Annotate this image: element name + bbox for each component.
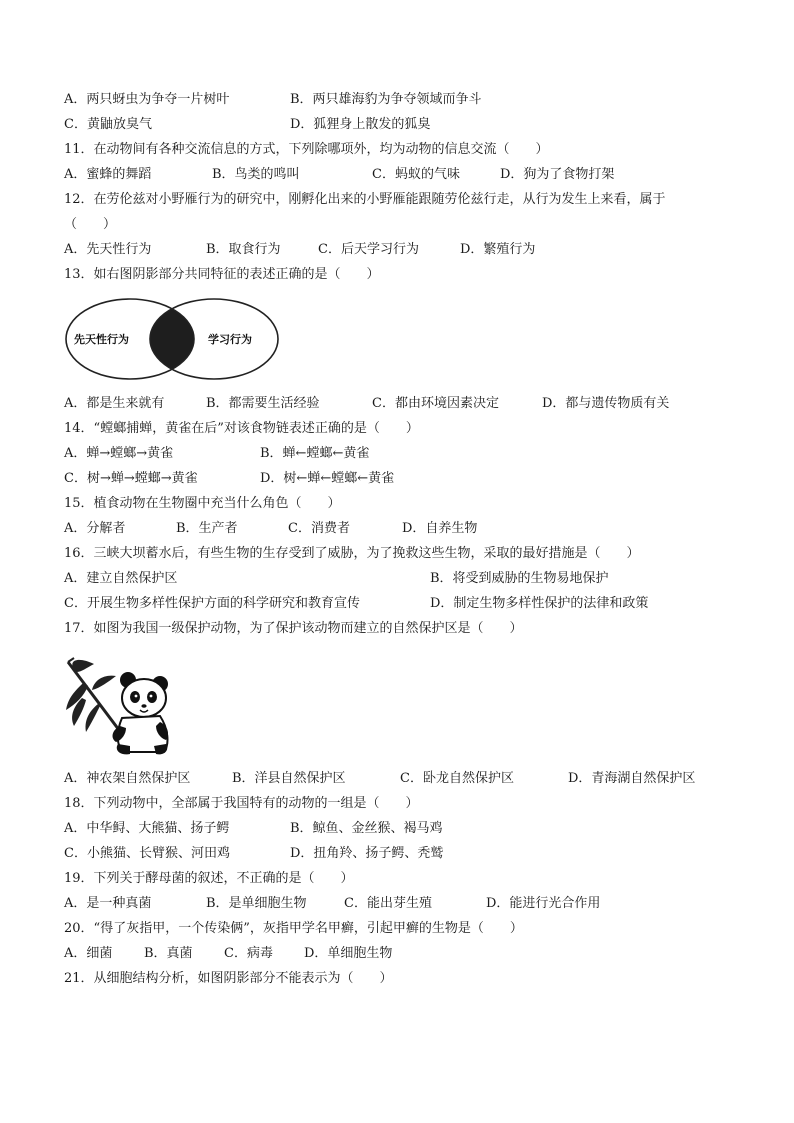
q16-option-b: B．将受到威胁的生物易地保护 (430, 571, 609, 586)
q14-stem: 14．“螳螂捕蝉，黄雀在后”对该食物链表述正确的是（ ） (64, 421, 419, 436)
q20-stem: 20．“得了灰指甲，一个传染俩”，灰指甲学名甲癣，引起甲癣的生物是（ ） (64, 921, 523, 936)
q19-option-d: D．能进行光合作用 (486, 896, 601, 911)
q18-stem: 18．下列动物中，全部属于我国特有的动物的一组是（ ） (64, 796, 419, 811)
q17-option-c: C．卧龙自然保护区 (400, 771, 514, 786)
panda-icon (64, 652, 172, 756)
q18-option-a: A．中华鲟、大熊猫、扬子鳄 (64, 821, 230, 836)
q12-stem-cont: （ ） (64, 217, 117, 232)
q14-option-c: C．树→蝉→螳螂→黄雀 (64, 471, 198, 486)
q12-option-b: B．取食行为 (206, 242, 281, 257)
q12-option-c: C．后天学习行为 (318, 242, 419, 257)
q13-option-c: C．都由环境因素决定 (372, 396, 499, 411)
q11-option-d: D．狗为了食物打架 (500, 167, 615, 182)
venn-right-label: 学习行为 (208, 333, 252, 346)
q12-option-a: A．先天性行为 (64, 242, 152, 257)
panda-image (64, 652, 172, 756)
q15-stem: 15．植食动物在生物圈中充当什么角色（ ） (64, 496, 341, 511)
q15-option-a: A．分解者 (64, 521, 126, 536)
venn-diagram-svg (64, 296, 280, 382)
q20-option-a: A．细菌 (64, 946, 113, 961)
q17-option-b: B．洋县自然保护区 (232, 771, 346, 786)
q16-option-c: C．开展生物多样性保护方面的科学研究和教育宣传 (64, 596, 360, 611)
q21-stem: 21．从细胞结构分析，如图阴影部分不能表示为（ ） (64, 971, 393, 986)
q10-option-d: D．狐狸身上散发的狐臭 (290, 117, 431, 132)
q10-option-c: C．黄鼬放臭气 (64, 117, 152, 132)
q13-option-a: A．都是生来就有 (64, 396, 165, 411)
q17-option-d: D．青海湖自然保护区 (568, 771, 696, 786)
q20-option-b: B．真菌 (144, 946, 193, 961)
q12-stem: 12．在劳伦兹对小野雁行为的研究中，刚孵化出来的小野雁能跟随劳伦兹行走，从行为发生上来看，属于 (64, 192, 666, 207)
q19-option-c: C．能出芽生殖 (344, 896, 432, 911)
q16-stem: 16．三峡大坝蓄水后，有些生物的生存受到了威胁，为了挽救这些生物，采取的最好措施是（ ） (64, 546, 640, 561)
q20-option-c: C．病毒 (224, 946, 273, 961)
q13-stem: 13．如右图阴影部分共同特征的表述正确的是（ ） (64, 267, 380, 282)
q19-option-a: A．是一种真菌 (64, 896, 152, 911)
q20-option-d: D．单细胞生物 (304, 946, 393, 961)
q13-option-d: D．都与遗传物质有关 (542, 396, 670, 411)
q10-option-b: B．两只雄海豹为争夺领域而争斗 (290, 92, 482, 107)
q11-stem: 11．在动物间有各种交流信息的方式，下列除哪项外，均为动物的信息交流（ ） (64, 142, 549, 157)
q15-option-b: B．生产者 (176, 521, 238, 536)
q13-option-b: B．都需要生活经验 (206, 396, 320, 411)
q19-option-b: B．是单细胞生物 (206, 896, 307, 911)
q14-option-d: D．树←蝉←螳螂←黄雀 (260, 471, 395, 486)
q11-option-a: A．蜜蜂的舞蹈 (64, 167, 152, 182)
q11-option-c: C．蚂蚁的气味 (372, 167, 460, 182)
q10-option-a: A．两只蚜虫为争夺一片树叶 (64, 92, 230, 107)
q15-option-d: D．自养生物 (402, 521, 478, 536)
q18-option-c: C．小熊猫、长臂猴、河田鸡 (64, 846, 230, 861)
q18-option-d: D．扭角羚、扬子鳄、秃鹫 (290, 846, 444, 861)
q17-option-a: A．神农架自然保护区 (64, 771, 191, 786)
q12-option-d: D．繁殖行为 (460, 242, 536, 257)
venn-left-label: 先天性行为 (74, 333, 129, 346)
q16-option-a: A．建立自然保护区 (64, 571, 178, 586)
q18-option-b: B．鲸鱼、金丝猴、褐马鸡 (290, 821, 443, 836)
q19-stem: 19．下列关于酵母菌的叙述，不正确的是（ ） (64, 871, 354, 886)
q15-option-c: C．消费者 (288, 521, 350, 536)
q16-option-d: D．制定生物多样性保护的法律和政策 (430, 596, 649, 611)
venn-diagram (64, 296, 280, 382)
q14-option-b: B．蝉←螳螂←黄雀 (260, 446, 370, 461)
q17-stem: 17．如图为我国一级保护动物，为了保护该动物而建立的自然保护区是（ ） (64, 621, 523, 636)
q14-option-a: A．蝉→螳螂→黄雀 (64, 446, 174, 461)
q11-option-b: B．鸟类的鸣叫 (212, 167, 300, 182)
